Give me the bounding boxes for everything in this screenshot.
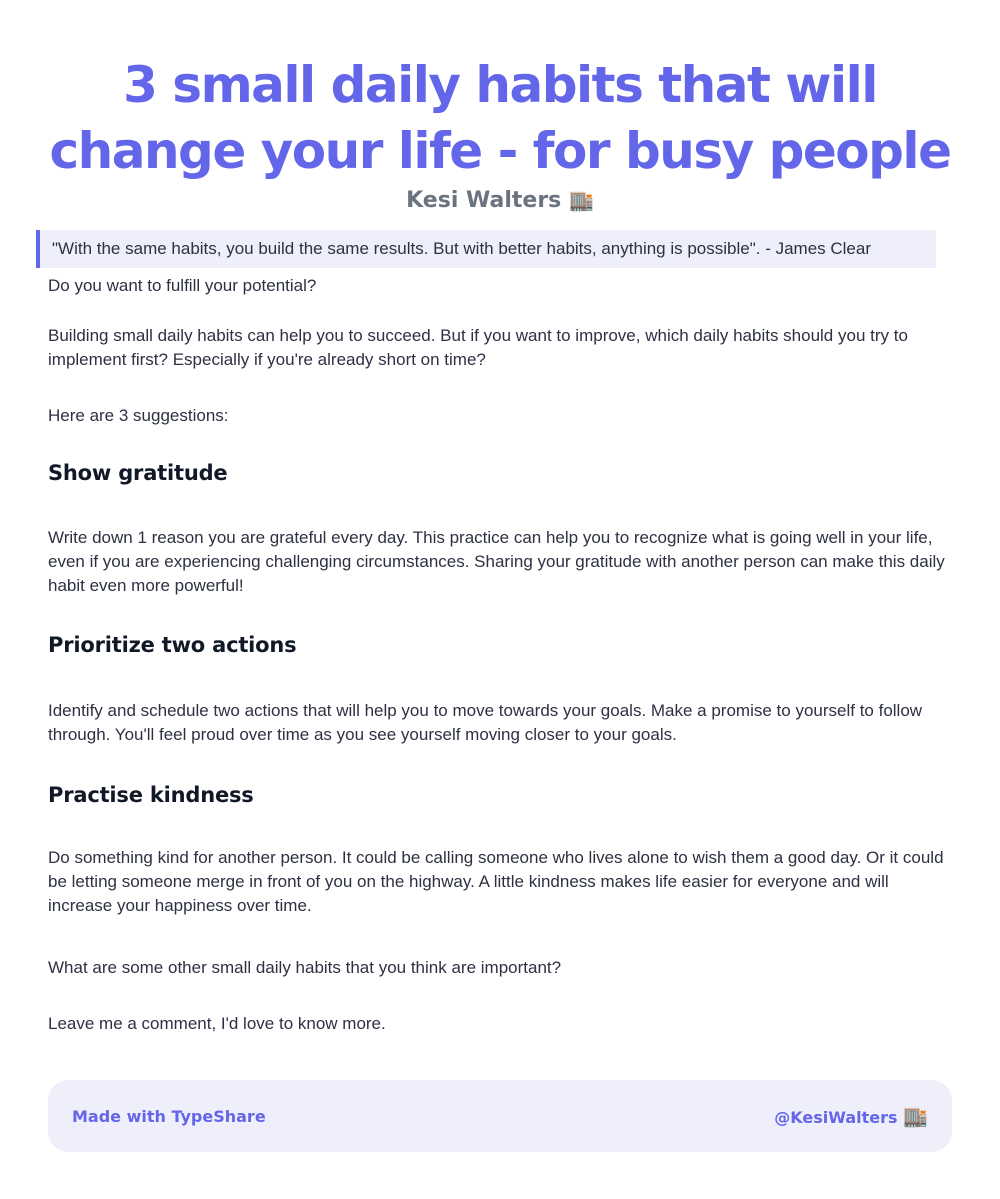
intro-paragraph: Building small daily habits can help you to succeed. But if you want to improve, which daily habits should you try to implement first? Especially if you're already short on time? xyxy=(48,326,908,369)
section-body-kindness: Do something kind for another person. It could be calling someone who lives alone to wish them a good day. Or it could be letting someone merge in front of you on the highway. A little kindness makes life easier for everyone and will increase your happiness over time. xyxy=(48,848,944,915)
outro-comment-prompt: Leave me a comment, I'd love to know more. xyxy=(48,1014,386,1033)
author-name-line xyxy=(48,186,952,215)
footer-bar xyxy=(48,1080,952,1152)
made-with-typeshare-link[interactable]: Made with TypeShare xyxy=(72,1106,266,1126)
section-body-gratitude: Write down 1 reason you are grateful every day. This practice can help you to recognize what is going well in your life, even if you are experiencing challenging circumstances. Sharing your gratitude with another person can make this daily habit even more powerful! xyxy=(48,528,945,595)
section-heading-actions: Prioritize two actions xyxy=(48,633,297,657)
section-body-actions: Identify and schedule two actions that will help you to move towards your goals. Make a promise to yourself to follow through. You'll feel proud over time as you see yourself moving closer to your goals. xyxy=(48,701,923,744)
author-name: Kesi Walters xyxy=(406,188,562,213)
outro-question: What are some other small daily habits that you think are important? xyxy=(48,958,562,977)
author-handle: @KesiWalters xyxy=(774,1108,898,1127)
intro-question: Do you want to fulfill your potential? xyxy=(48,276,317,295)
article-page xyxy=(48,0,952,1128)
intro-suggestions: Here are 3 suggestions: xyxy=(48,406,229,425)
quote-block: "With the same habits, you build the same results. But with better habits, anything is possible". - James Clear xyxy=(36,230,936,268)
author-handle-link[interactable] xyxy=(774,1104,928,1128)
section-heading-kindness: Practise kindness xyxy=(48,783,254,807)
section-heading-gratitude: Show gratitude xyxy=(48,461,228,485)
ship-emoji-icon: 🏬 xyxy=(903,1104,928,1128)
ship-emoji-icon: 🏬 xyxy=(568,188,594,212)
article-title: 3 small daily habits that will change your life - for busy people xyxy=(49,56,951,180)
